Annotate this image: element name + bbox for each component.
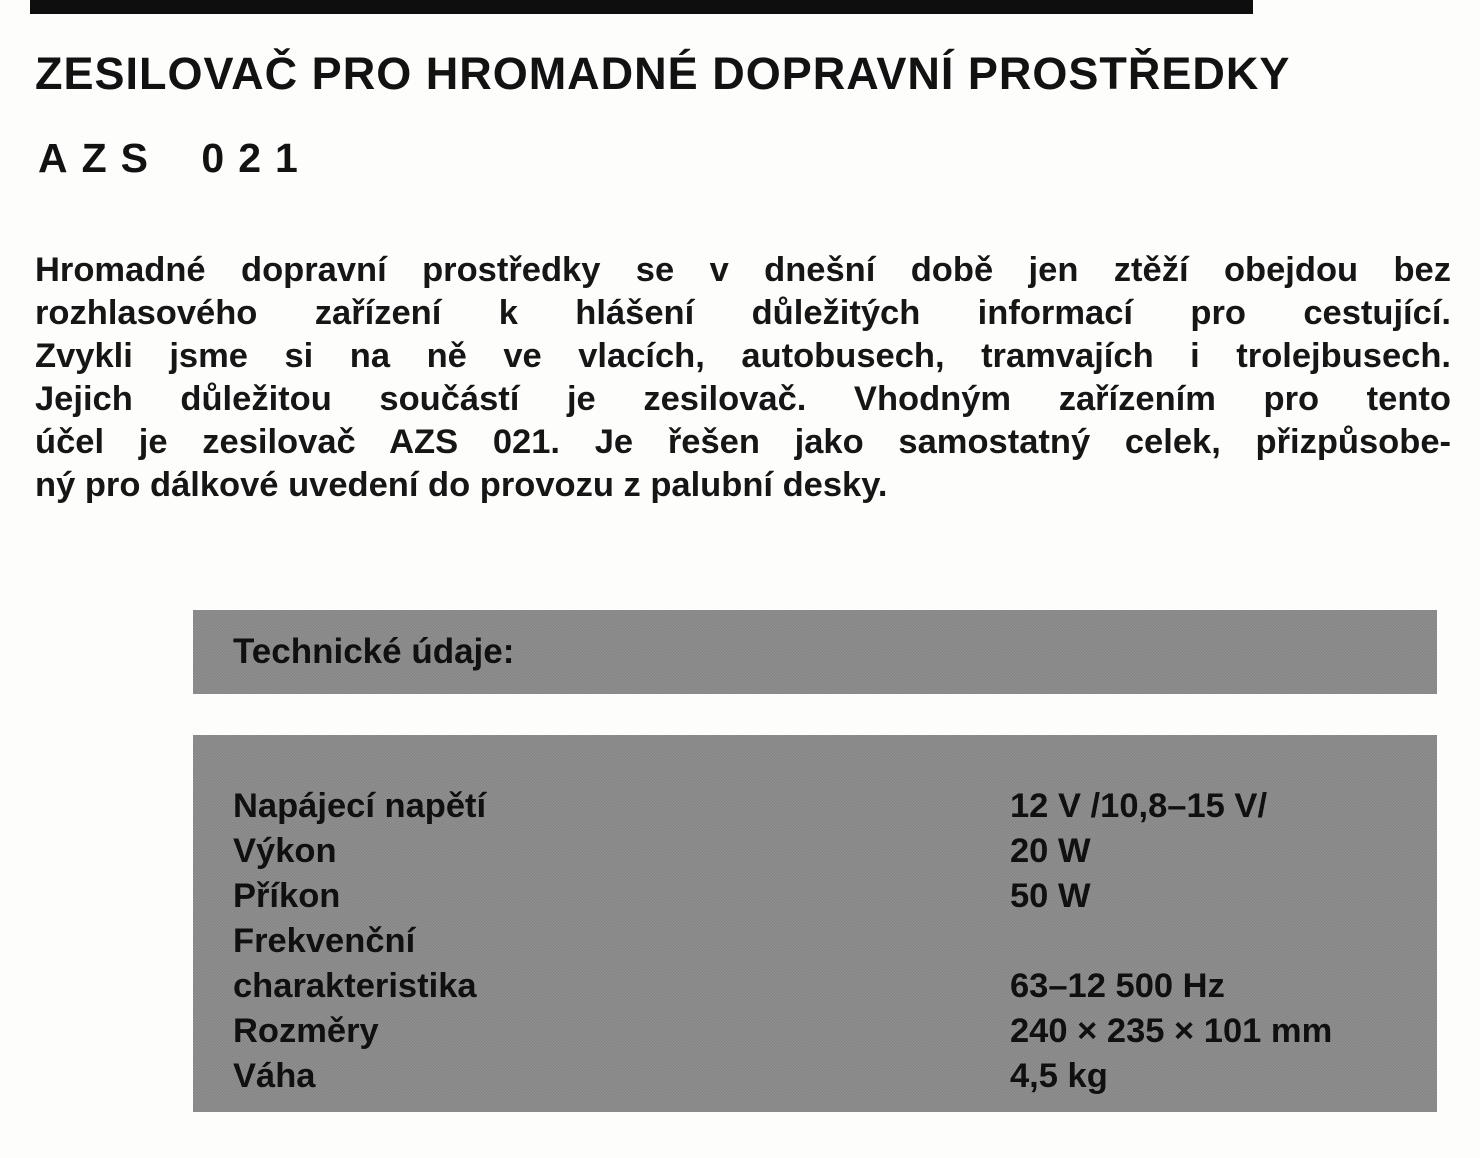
spec-label: Váha [233,1057,316,1095]
intro-paragraph [35,249,1451,507]
spec-row [233,1009,1417,1054]
intro-line: Hromadné dopravní prostředky se v dnešní době jen ztěží obejdou bez [35,251,1451,289]
scan-edge-bar [30,0,1253,14]
model-number: AZS 021 [38,135,312,181]
spec-label: Rozměry [233,1012,379,1050]
spec-row [233,1054,1417,1099]
intro-line: účel je zesilovač AZS 021. Je řešen jako samostatný celek, přizpůsobe- [35,423,1451,461]
spec-value: 20 W [1010,832,1091,870]
spec-row [233,919,1417,964]
spec-label: Frekvenční [233,922,416,960]
spec-label: Příkon [233,877,341,915]
spec-label: Napájecí napětí [233,787,487,825]
intro-line: rozhlasového zařízení k hlášení důležitých informací pro cestující. [35,294,1451,332]
spec-row [233,964,1417,1009]
intro-line: Zvykli jsme si na ně ve vlacích, autobusech, tramvajích i trolejbusech. [35,337,1451,375]
intro-line: Jejich důležitou součástí je zesilovač. Vhodným zařízením pro tento [35,380,1451,418]
spec-value: 240 × 235 × 101 mm [1010,1012,1333,1050]
spec-value: 63–12 500 Hz [1010,967,1225,1005]
tech-data-heading: Technické údaje: [233,632,515,671]
spec-row [233,874,1417,919]
spec-row [233,784,1417,829]
spec-value: 50 W [1010,877,1091,915]
page-title: ZESILOVAČ PRO HROMADNÉ DOPRAVNÍ PROSTŘEDKY [35,48,1291,99]
tech-specs-panel [193,735,1437,1112]
spec-label: Výkon [233,832,337,870]
tech-data-heading-bar [193,610,1437,694]
spec-value: 4,5 kg [1010,1057,1108,1095]
spec-value [1010,919,1417,964]
spec-row [233,829,1417,874]
intro-line: ný pro dálkové uvedení do provozu z palubní desky. [35,466,888,504]
spec-value: 12 V /10,8–15 V/ [1010,787,1268,825]
spec-label: charakteristika [233,967,477,1005]
